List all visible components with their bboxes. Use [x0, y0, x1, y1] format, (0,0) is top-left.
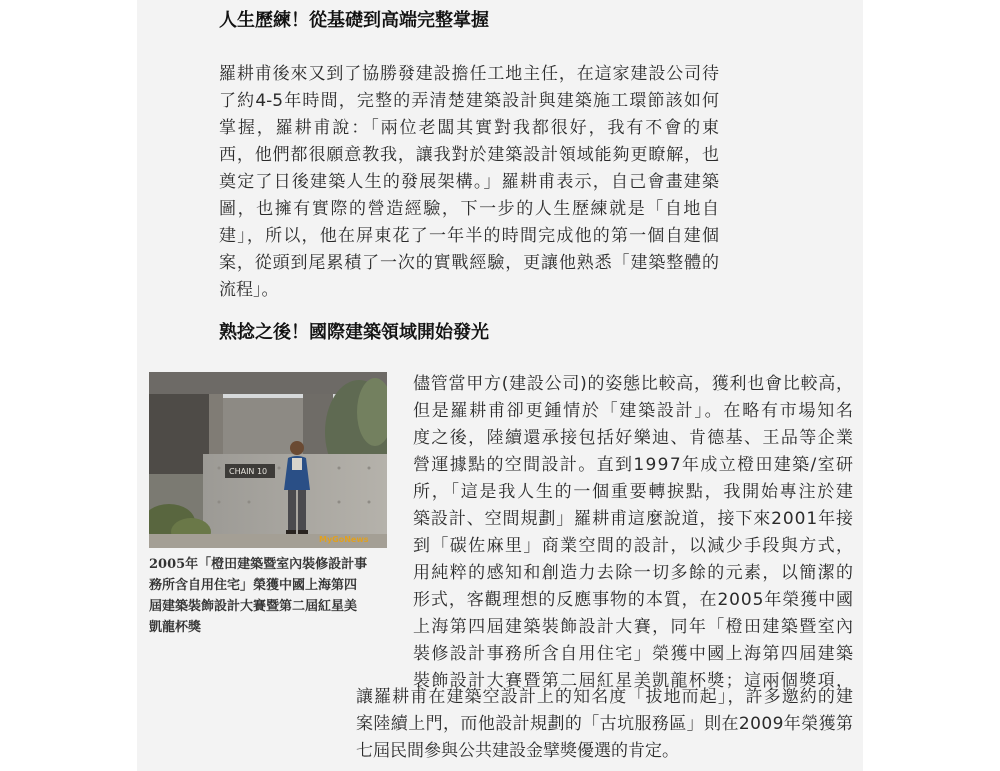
- paragraph-line: 了約4-5年時間，完整的弄清楚建築設計與建築施工環節該如何: [219, 91, 719, 111]
- section-heading-life-experience: 人生歷練！從基礎到高端完整掌握: [219, 10, 489, 31]
- paragraph-line: 上海第四屆建築裝飾設計大賽，同年「橙田建築暨室內: [413, 617, 855, 637]
- caption-line: 務所含自用住宅」榮獲中國上海第四: [149, 578, 358, 593]
- paragraph-line: 儘管當甲方(建設公司)的姿態比較高，獲利也會比較高，: [413, 374, 854, 394]
- paragraph-line: 裝飾設計大賽暨第二屆紅星美凱龍杯獎；這兩個獎項，: [413, 671, 855, 691]
- paragraph-line: 形式，客觀理想的反應事物的本質，在2005年榮獲中國: [413, 590, 854, 610]
- paragraph-line: 用純粹的感知和創造力去除一切多餘的元素，以簡潔的: [413, 563, 855, 583]
- paragraph-line: 奠定了日後建築人生的發展架構。」羅耕甫表示，自己會畫建築: [219, 172, 719, 192]
- paragraph-line: 到「碳佐麻里」商業空間的設計，以減少手段與方式，: [413, 536, 855, 556]
- photo-watermark: MyGoNews: [319, 535, 369, 544]
- caption-line: 凱龍杯獎: [149, 620, 202, 635]
- paragraph-line: 讓羅耕甫在建築空設計上的知名度「拔地而起」，許多邀約的建: [356, 687, 855, 707]
- paragraph-line: 建」，所以，他在屏東花了一年半的時間完成他的第一個自建個: [219, 226, 719, 246]
- article-photo: [149, 372, 387, 548]
- paragraph-line: 築設計、空間規劃」羅耕甫這麼說道，接下來2001年接: [413, 509, 854, 529]
- building-sign-text: CHAIN 10: [229, 467, 268, 476]
- paragraph-line: 流程」。: [219, 280, 279, 300]
- paragraph-line: 案，從頭到尾累積了一次的實戰經驗，更讓他熟悉「建築整體的: [219, 253, 719, 273]
- paragraph-line: 度之後，陸續還承接包括好樂迪、肯德基、王品等企業: [413, 428, 855, 448]
- paragraph-line: 裝修設計事務所含自用住宅」榮獲中國上海第四屆建築: [413, 644, 855, 664]
- paragraph-line: 營運據點的空間設計。直到1997年成立橙田建築/室研: [413, 455, 855, 475]
- section-heading-international: 熟捻之後！國際建築領域開始發光: [219, 322, 489, 343]
- paragraph-line: 但是羅耕甫卻更鍾情於「建築設計」。在略有市場知名: [413, 401, 855, 421]
- paragraph-line: 圖，也擁有實際的營造經驗，下一步的人生歷練就是「自地自: [219, 199, 719, 219]
- paragraph-line: 掌握，羅耕甫說：「兩位老闆其實對我都很好，我有不會的東: [219, 118, 719, 138]
- paragraph-line: 所，「這是我人生的一個重要轉捩點，我開始專注於建: [413, 482, 855, 502]
- paragraph-line: 七屆民間參與公共建設金擘獎優選的肯定。: [356, 741, 679, 761]
- paragraph-line: 羅耕甫後來又到了協勝發建設擔任工地主任，在這家建設公司待: [219, 64, 719, 84]
- caption-line: 屆建築裝飾設計大賽暨第二屆紅星美: [149, 599, 358, 614]
- paragraph-line: 西，他們都很願意教我，讓我對於建築設計領域能夠更瞭解，也: [219, 145, 719, 165]
- photo-illustration: [149, 372, 387, 548]
- section1-paragraph: [219, 61, 719, 304]
- paragraph-line: 案陸續上門，而他設計規劃的「古坑服務區」則在2009年榮獲第: [356, 714, 854, 734]
- photo-caption: [149, 554, 389, 638]
- caption-line: 2005年「橙田建築暨室內裝修設計事: [149, 557, 368, 572]
